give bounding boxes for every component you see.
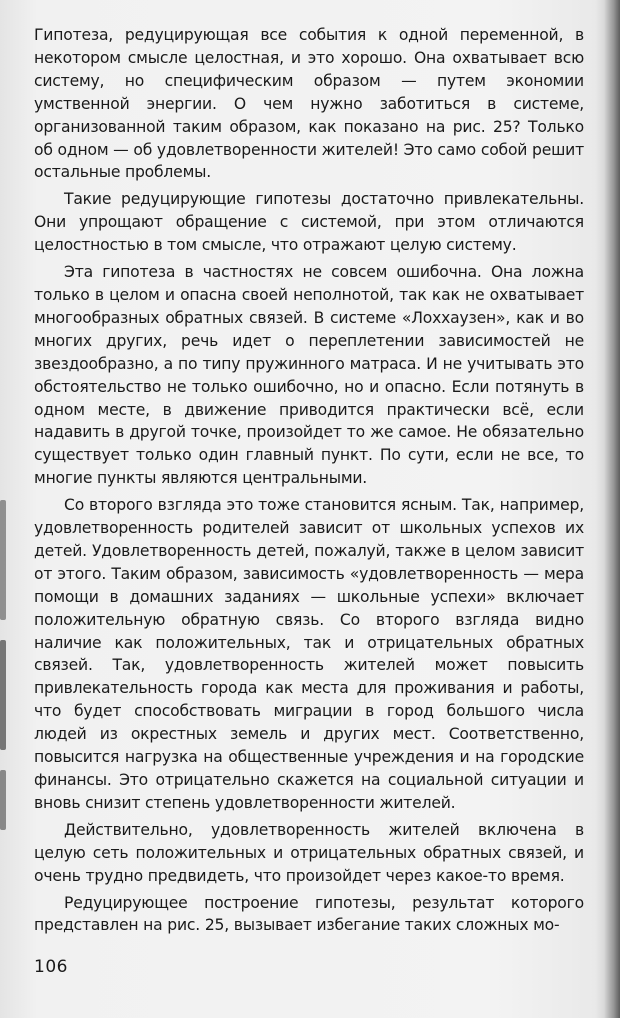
- page-number: 106: [34, 957, 68, 977]
- paragraph: Действительно, удовлетворенность жителей включена в целую сеть положительных и отрицательных обратных связей, и очень трудно предвидеть, что произойдет через какое-то время.: [34, 820, 584, 885]
- paragraph: Такие редуцирующие гипотезы достаточно привлекательны. Они упрощают обращение с системой, при этом отличаются целостностью в том смысле, что отражают целую систему.: [34, 190, 584, 255]
- paragraph: Гипотеза, редуцирующая все события к одной переменной, в некотором смысле целостная, и это хорошо. Она охватывает всю систему, но специфическим образом — путем экономии умственной энергии. О чем нужно заботиться в системе, организованной таким образом, как показано на рис. 25? Только об одном — об удовлетворенности жителей! Это само собой решит остальные проблемы.: [34, 26, 584, 182]
- page-edge-shadow: [604, 0, 620, 1018]
- paragraph: Эта гипотеза в частностях не совсем ошибочна. Она ложна только в целом и опасна своей неполнотой, так как не охватывает многообразных обратных связей. В системе «Лоххаузен», как и во многих других, речь идет о переплетении зависимостей не звездообразно, а по типу пружинного матраса. И не учитывать это обстоятельство не только ошибочно, но и опасно. Если потянуть в одном месте, в движение приводится практически всё, если надавить в другой точке, произойдет то же самое. Не обязательно существует только один главный пункт. По сути, если не все, то многие пункты являются центральными.: [34, 263, 584, 488]
- paragraph: Редуцирующее построение гипотезы, результат которого представлен на рис. 25, вызывает избегание таких сложных мо-: [34, 893, 584, 935]
- margin-mark: [0, 640, 6, 750]
- body-text: [34, 24, 584, 937]
- margin-mark: [0, 500, 6, 620]
- margin-mark: [0, 770, 6, 830]
- paragraph: Со второго взгляда это тоже становится ясным. Так, например, удовлетворенность родителей зависит от школьных успехов их детей. Удовлетворенность детей, пожалуй, также в целом зависит от этого. Таким образом, зависимость «удовлетворенность — мера помощи в домашних заданиях — школьные успехи» включает положительную обратную связь. Со второго взгляда видно наличие как положительных, так и отрицательных обратных связей. Так, удовлетворенность жителей может повысить привлекательность города как места для проживания и работы, что будет способствовать миграции в город большого числа людей из окрестных земель и других мест. Соответственно, повысится нагрузка на общественные учреждения и на городские финансы. Это отрицательно скажется на социальной ситуации и вновь снизит степень удовлетворенности жителей.: [34, 496, 584, 812]
